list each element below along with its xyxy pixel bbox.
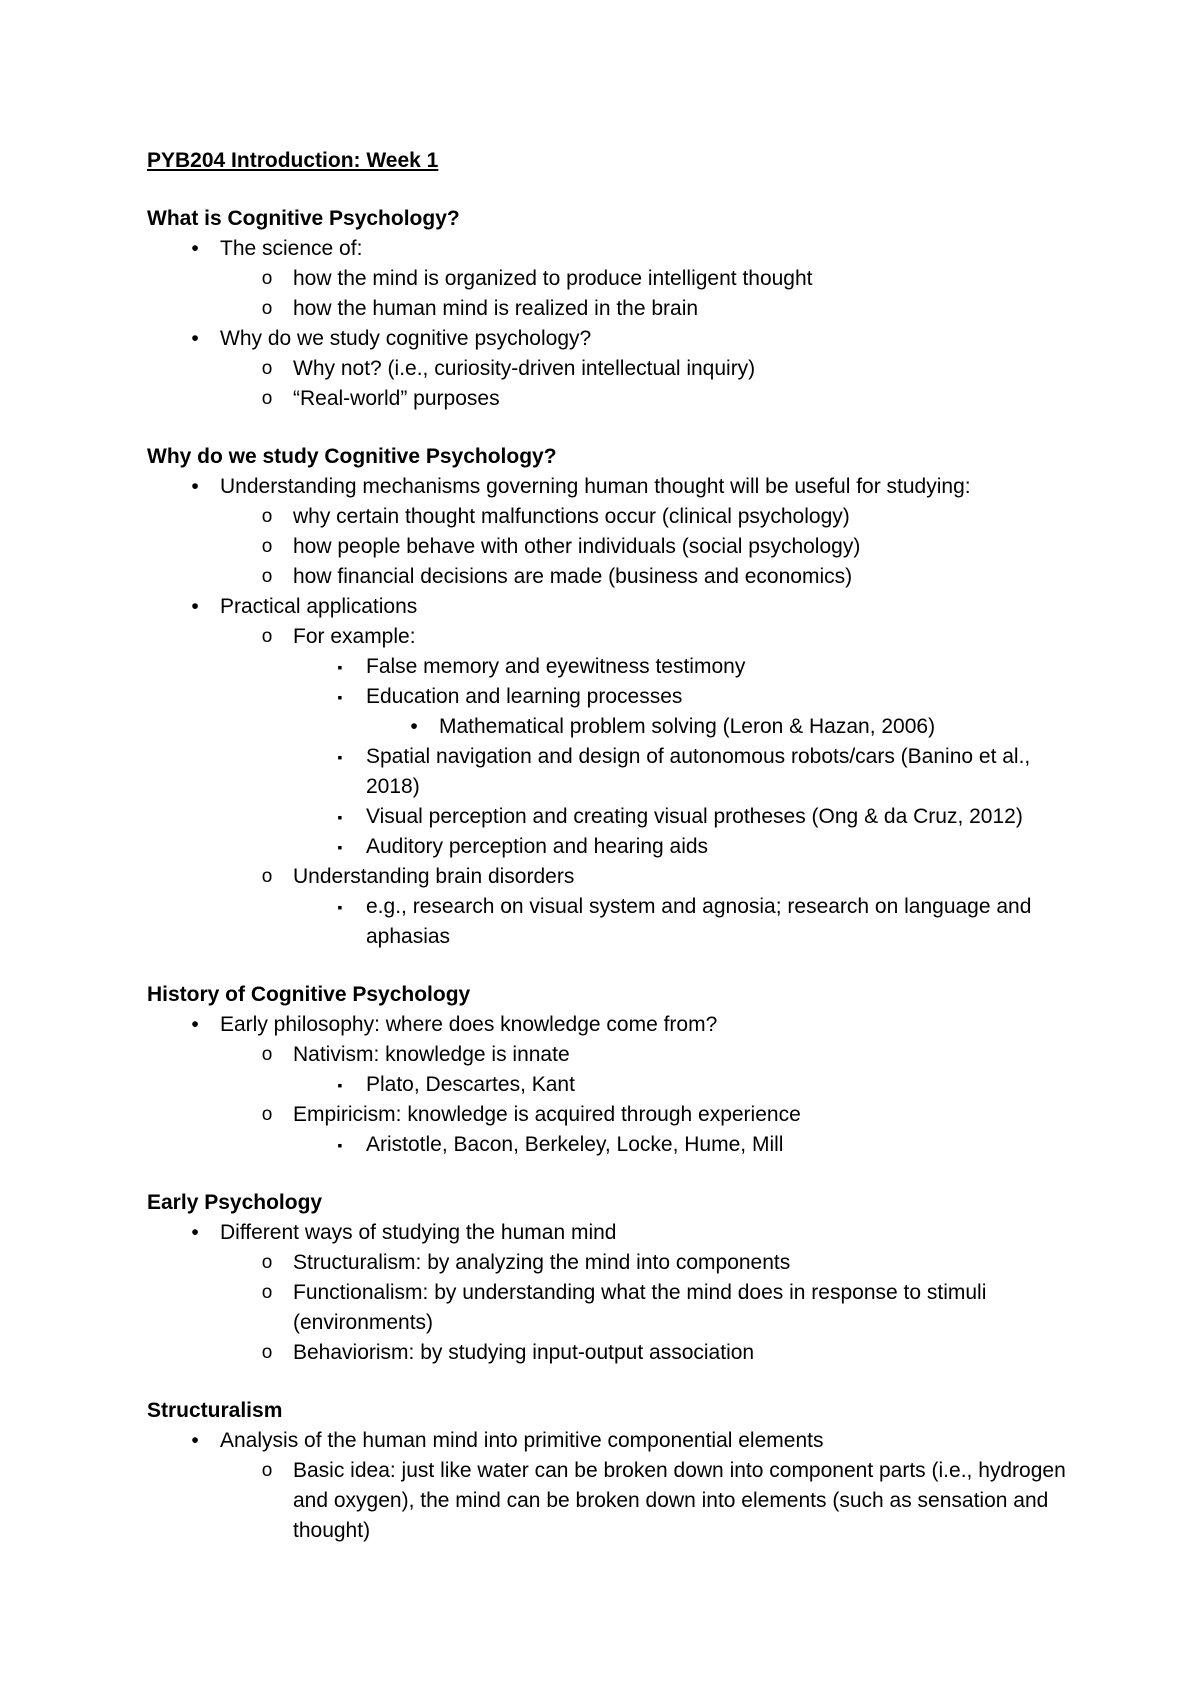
bullet-marker: • xyxy=(191,595,199,618)
list-item-text: Education and learning processes xyxy=(366,685,683,708)
circle-marker: o xyxy=(261,566,273,587)
circle-marker: o xyxy=(261,1460,273,1481)
list-item-text: Auditory perception and hearing aids xyxy=(366,835,709,858)
circle-marker: o xyxy=(261,1282,273,1303)
section-heading: What is Cognitive Psychology? xyxy=(147,207,460,230)
circle-marker: o xyxy=(261,298,273,319)
bullet-marker: • xyxy=(191,237,199,260)
list-item xyxy=(147,622,1080,652)
list-item-text: Early philosophy: where does knowledge come from? xyxy=(220,1013,718,1036)
circle-marker: o xyxy=(261,1342,273,1363)
list-item xyxy=(147,294,1080,324)
list-item xyxy=(147,652,1080,682)
circle-marker: o xyxy=(261,1252,273,1273)
circle-marker: o xyxy=(261,866,273,887)
section-heading: History of Cognitive Psychology xyxy=(147,983,471,1006)
section-heading: Structuralism xyxy=(147,1399,283,1422)
circle-marker: o xyxy=(261,506,273,527)
list-item xyxy=(147,1338,1080,1368)
square-marker: ▪ xyxy=(337,809,343,825)
circle-marker: o xyxy=(261,268,273,289)
list-item-text: For example: xyxy=(293,625,416,648)
list-item-text: why certain thought malfunctions occur (clinical psychology) xyxy=(293,505,850,528)
square-marker: ▪ xyxy=(337,839,343,855)
bullet-list xyxy=(147,1010,1080,1160)
square-marker: ▪ xyxy=(337,1137,343,1153)
bullet-list xyxy=(147,1218,1080,1368)
list-item-text: Practical applications xyxy=(220,595,418,618)
list-item-text: Spatial navigation and design of autonomous robots/cars (Banino et al., 2018) xyxy=(366,745,1031,798)
section-heading: Early Psychology xyxy=(147,1191,323,1214)
circle-marker: o xyxy=(261,536,273,557)
list-item-text: Behaviorism: by studying input-output association xyxy=(293,1341,755,1364)
bullet-marker: • xyxy=(191,475,199,498)
list-item xyxy=(147,1248,1080,1278)
list-item xyxy=(147,532,1080,562)
bullet-marker: • xyxy=(191,1013,199,1036)
list-item xyxy=(147,802,1080,832)
list-item-text: Nativism: knowledge is innate xyxy=(293,1043,570,1066)
list-item xyxy=(147,1130,1080,1160)
square-marker: ▪ xyxy=(337,1077,343,1093)
list-item xyxy=(147,234,1080,264)
list-item xyxy=(147,592,1080,622)
square-marker: ▪ xyxy=(337,659,343,675)
square-marker: ▪ xyxy=(337,689,343,705)
circle-marker: o xyxy=(261,388,273,409)
document-title: PYB204 Introduction: Week 1 xyxy=(147,149,439,172)
section xyxy=(147,1396,1080,1546)
square-marker: ▪ xyxy=(337,899,343,915)
list-item-text: False memory and eyewitness testimony xyxy=(366,655,746,678)
bullet-marker: • xyxy=(191,1221,199,1244)
list-item-text: Analysis of the human mind into primitive componential elements xyxy=(220,1429,824,1452)
list-item xyxy=(147,502,1080,532)
list-item-text: Empiricism: knowledge is acquired through experience xyxy=(293,1103,801,1126)
square-marker: ▪ xyxy=(337,749,343,765)
circle-marker: o xyxy=(261,626,273,647)
list-item xyxy=(147,264,1080,294)
section xyxy=(147,980,1080,1160)
bullet-list xyxy=(147,234,1080,414)
list-item-text: Mathematical problem solving (Leron & Hazan, 2006) xyxy=(439,715,936,738)
circle-marker: o xyxy=(261,1104,273,1125)
list-item-text: Structuralism: by analyzing the mind into components xyxy=(293,1251,791,1274)
list-item-text: Different ways of studying the human mind xyxy=(220,1221,617,1244)
list-item xyxy=(147,682,1080,712)
list-item xyxy=(147,712,1080,742)
list-item xyxy=(147,1456,1080,1546)
list-item xyxy=(147,1426,1080,1456)
list-item-text: “Real-world” purposes xyxy=(293,387,500,410)
list-item xyxy=(147,742,1080,802)
bullet-list xyxy=(147,1426,1080,1546)
list-item xyxy=(147,1100,1080,1130)
list-item-text: Basic idea: just like water can be broken down into component parts (i.e., hydrogen and oxygen), the mind can be broken down into elements (such as sensation and thought) xyxy=(293,1459,1066,1542)
list-item-text: Visual perception and creating visual protheses (Ong & da Cruz, 2012) xyxy=(366,805,1023,828)
list-item-text: The science of: xyxy=(220,237,363,260)
list-item xyxy=(147,1040,1080,1070)
section xyxy=(147,442,1080,952)
list-item xyxy=(147,1010,1080,1040)
list-item-text: Understanding brain disorders xyxy=(293,865,575,888)
list-item-text: how people behave with other individuals (social psychology) xyxy=(293,535,861,558)
section-heading: Why do we study Cognitive Psychology? xyxy=(147,445,557,468)
list-item xyxy=(147,324,1080,354)
section xyxy=(147,204,1080,414)
list-item-text: how the human mind is realized in the brain xyxy=(293,297,699,320)
bullet-list xyxy=(147,472,1080,952)
list-item xyxy=(147,354,1080,384)
list-item xyxy=(147,562,1080,592)
list-item-text: how financial decisions are made (business and economics) xyxy=(293,565,853,588)
list-item xyxy=(147,384,1080,414)
list-item xyxy=(147,472,1080,502)
list-item xyxy=(147,862,1080,892)
list-item-text: Aristotle, Bacon, Berkeley, Locke, Hume, Mill xyxy=(366,1133,784,1156)
list-item xyxy=(147,892,1080,952)
bullet-marker: • xyxy=(191,327,199,350)
circle-marker: o xyxy=(261,358,273,379)
list-item-text: how the mind is organized to produce intelligent thought xyxy=(293,267,813,290)
circle-marker: o xyxy=(261,1044,273,1065)
bullet-marker: • xyxy=(410,715,418,738)
list-item xyxy=(147,832,1080,862)
section xyxy=(147,1188,1080,1368)
list-item-text: Why do we study cognitive psychology? xyxy=(220,327,592,350)
list-item-text: Plato, Descartes, Kant xyxy=(366,1073,575,1096)
list-item-text: Why not? (i.e., curiosity-driven intellectual inquiry) xyxy=(293,357,756,380)
list-item-text: Understanding mechanisms governing human thought will be useful for studying: xyxy=(220,475,971,498)
list-item xyxy=(147,1070,1080,1100)
list-item-text: e.g., research on visual system and agnosia; research on language and aphasias xyxy=(366,895,1032,948)
bullet-marker: • xyxy=(191,1429,199,1452)
document-body xyxy=(147,204,1080,1546)
list-item xyxy=(147,1218,1080,1248)
list-item xyxy=(147,1278,1080,1338)
list-item-text: Functionalism: by understanding what the mind does in response to stimuli (environments) xyxy=(293,1281,987,1334)
